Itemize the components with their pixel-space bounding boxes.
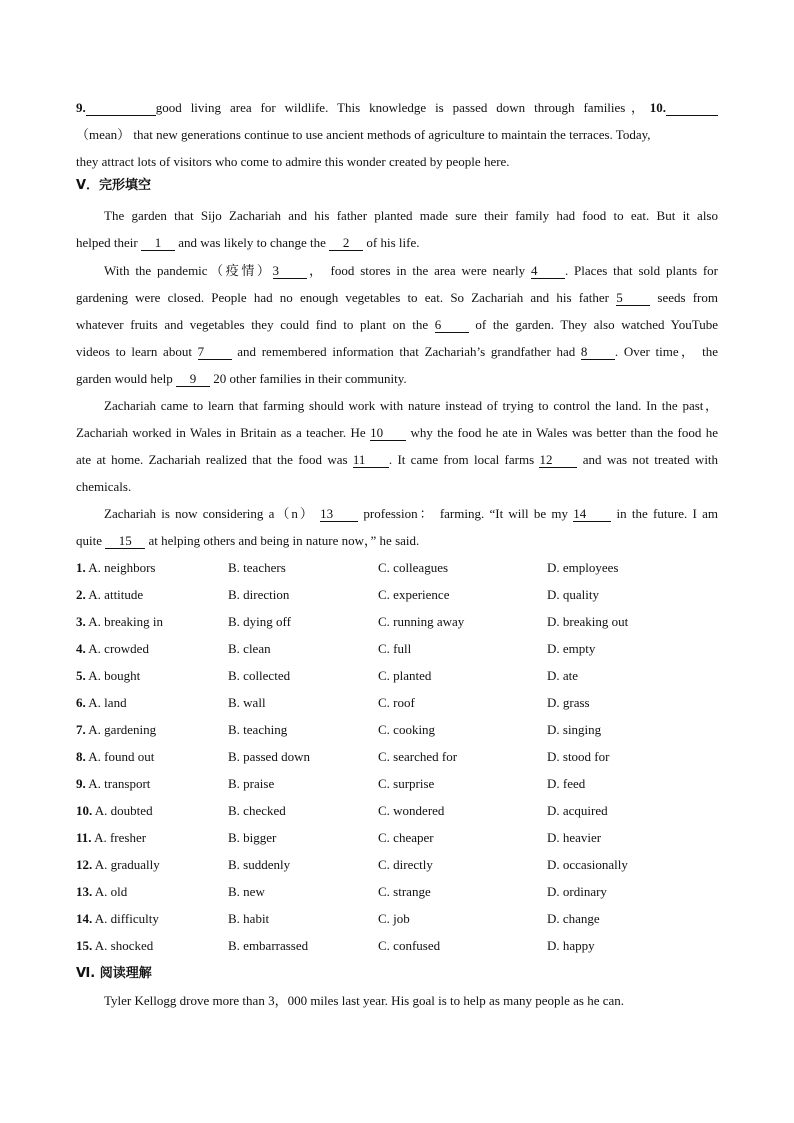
option-c[interactable]: C. experience <box>378 587 450 602</box>
answer-blank[interactable] <box>666 101 718 116</box>
option-b[interactable]: B. dying off <box>228 614 291 629</box>
question-number: 10. <box>76 803 93 818</box>
passage-line: whatever fruits and vegetables they could find to plant on the 6 of the garden. They also watched YouTube <box>76 317 719 332</box>
option-d[interactable]: D. singing <box>547 722 602 737</box>
option-c[interactable]: C. running away <box>378 614 465 629</box>
option-row <box>76 884 718 900</box>
question-number: 13. <box>76 884 93 899</box>
option-c[interactable]: C. surprise <box>378 776 435 791</box>
option-d[interactable]: D. acquired <box>547 803 608 818</box>
question-number: 11. <box>76 830 92 845</box>
passage-line: The garden that Sijo Zachariah and his father planted made sure their family had food to eat. But it also <box>104 208 718 223</box>
cloze-blank[interactable]: 1 <box>141 236 175 251</box>
option-a[interactable]: 10. A. doubted <box>76 803 153 818</box>
passage-line: （mean） that new generations continue to use ancient methods of agriculture to maintain the terraces. Today, <box>76 127 651 142</box>
question-number: 1. <box>76 560 86 575</box>
option-c[interactable]: C. planted <box>378 668 432 683</box>
option-b[interactable]: B. checked <box>228 803 286 818</box>
question-number: 15. <box>76 938 93 953</box>
option-d[interactable]: D. heavier <box>547 830 602 845</box>
option-a[interactable]: 15. A. shocked <box>76 938 154 953</box>
question-number: 4. <box>76 641 86 656</box>
section-heading: Ⅵ. 阅读理解 <box>76 966 152 981</box>
option-row <box>76 776 718 792</box>
option-a[interactable]: 5. A. bought <box>76 668 141 683</box>
question-number: 12. <box>76 857 93 872</box>
option-row <box>76 857 718 873</box>
option-c[interactable]: C. searched for <box>378 749 458 764</box>
option-b[interactable]: B. suddenly <box>228 857 291 872</box>
question-number: 6. <box>76 695 86 710</box>
option-d[interactable]: D. employees <box>547 560 619 575</box>
option-d[interactable]: D. ordinary <box>547 884 607 899</box>
option-row <box>76 722 718 738</box>
option-row <box>76 830 718 846</box>
cloze-blank[interactable]: 6 <box>435 318 469 333</box>
passage-line: ate at home. Zachariah realized that the food was 11 . It came from local farms 12 and was not treated with <box>76 452 719 467</box>
option-a[interactable]: 2. A. attitude <box>76 587 144 602</box>
option-c[interactable]: C. roof <box>378 695 415 710</box>
option-c[interactable]: C. cheaper <box>378 830 434 845</box>
option-b[interactable]: B. teachers <box>228 560 286 575</box>
question-number: 3. <box>76 614 86 629</box>
cloze-blank[interactable]: 11 <box>353 453 389 468</box>
option-c[interactable]: C. cooking <box>378 722 436 737</box>
option-a[interactable]: 4. A. crowded <box>76 641 149 656</box>
option-d[interactable]: D. happy <box>547 938 595 953</box>
passage-line: videos to learn about 7 and remembered information that Zachariah’s grandfather had 8 . Over time， the <box>76 344 718 359</box>
option-b[interactable]: B. new <box>228 884 265 899</box>
option-b[interactable]: B. embarrassed <box>228 938 309 953</box>
option-d[interactable]: D. breaking out <box>547 614 629 629</box>
cloze-blank[interactable]: 5 <box>616 291 650 306</box>
option-row <box>76 749 718 765</box>
option-b[interactable]: B. wall <box>228 695 266 710</box>
option-c[interactable]: C. strange <box>378 884 431 899</box>
cloze-blank[interactable]: 2 <box>329 236 363 251</box>
option-c[interactable]: C. directly <box>378 857 433 872</box>
option-b[interactable]: B. collected <box>228 668 291 683</box>
option-row <box>76 641 718 657</box>
option-c[interactable]: C. confused <box>378 938 441 953</box>
passage-line: 9. good living area for wildlife. This knowledge is passed down through families，10. <box>76 100 718 116</box>
question-number: 5. <box>76 668 86 683</box>
question-number: 8. <box>76 749 86 764</box>
option-row <box>76 803 718 819</box>
option-d[interactable]: D. quality <box>547 587 599 602</box>
option-a[interactable]: 3. A. breaking in <box>76 614 164 629</box>
passage-line: Zachariah is now considering a（n） 13 profession： farming. “It will be my 14 in the future. I am <box>104 506 719 521</box>
option-d[interactable]: D. stood for <box>547 749 610 764</box>
passage-line: Zachariah came to learn that farming should work with nature instead of trying to control the land. In the past， <box>104 398 718 413</box>
passage-line: helped their 1 and was likely to change the 2 of his life. <box>76 235 420 250</box>
option-a[interactable]: 9. A. transport <box>76 776 151 791</box>
question-number: 9. <box>76 776 86 791</box>
cloze-blank[interactable]: 8 <box>581 345 615 360</box>
option-a[interactable]: 12. A. gradually <box>76 857 160 872</box>
cloze-blank[interactable]: 14 <box>573 507 611 522</box>
option-row <box>76 668 718 684</box>
option-row <box>76 560 718 576</box>
option-b[interactable]: B. bigger <box>228 830 277 845</box>
passage-line: garden would help 9 20 other families in their community. <box>76 371 407 386</box>
passage-line: Tyler Kellogg drove more than 3，000 miles last year. His goal is to help as many people as he can. <box>104 993 625 1008</box>
option-a[interactable]: 8. A. found out <box>76 749 155 764</box>
option-b[interactable]: B. clean <box>228 641 271 656</box>
option-row <box>76 911 718 927</box>
option-d[interactable]: D. empty <box>547 641 596 656</box>
option-a[interactable]: 14. A. difficulty <box>76 911 159 926</box>
cloze-blank[interactable]: 7 <box>198 345 232 360</box>
option-b[interactable]: B. passed down <box>228 749 310 764</box>
option-d[interactable]: D. feed <box>547 776 586 791</box>
passage-line: gardening were closed. People had no enough vegetables to eat. So Zachariah and his father 5 seeds from <box>76 290 719 305</box>
option-a[interactable]: 1. A. neighbors <box>76 560 156 575</box>
option-c[interactable]: C. job <box>378 911 410 926</box>
passage-line: With the pandemic（疫情）3 ， food stores in the area were nearly 4 . Places that sold plants for <box>104 263 719 278</box>
option-d[interactable]: D. grass <box>547 695 590 710</box>
option-a[interactable]: 7. A. gardening <box>76 722 157 737</box>
cloze-blank[interactable]: 13 <box>320 507 358 522</box>
question-number: 10. <box>649 100 666 115</box>
cloze-blank[interactable]: 12 <box>539 453 577 468</box>
cloze-blank[interactable]: 4 <box>531 264 565 279</box>
option-row <box>76 587 718 603</box>
question-number: 9. <box>76 100 86 115</box>
answer-blank[interactable] <box>86 101 156 116</box>
option-a[interactable]: 6. A. land <box>76 695 127 710</box>
option-c[interactable]: C. colleagues <box>378 560 449 575</box>
option-b[interactable]: B. praise <box>228 776 275 791</box>
passage-line: they attract lots of visitors who come to admire this wonder created by people here. <box>76 154 510 169</box>
cloze-blank[interactable]: 15 <box>105 534 145 549</box>
option-b[interactable]: B. teaching <box>228 722 288 737</box>
section-heading: V．完形填空 <box>76 178 152 193</box>
question-number: 2. <box>76 587 86 602</box>
option-c[interactable]: C. wondered <box>378 803 445 818</box>
passage-line: quite 15 at helping others and being in nature now，” he said. <box>76 533 420 548</box>
question-number: 7. <box>76 722 86 737</box>
option-b[interactable]: B. direction <box>228 587 290 602</box>
passage-line: chemicals. <box>76 479 132 494</box>
cloze-blank[interactable]: 10 <box>370 426 406 441</box>
option-c[interactable]: C. full <box>378 641 412 656</box>
option-b[interactable]: B. habit <box>228 911 270 926</box>
option-a[interactable]: 13. A. old <box>76 884 128 899</box>
question-number: 14. <box>76 911 93 926</box>
cloze-blank[interactable]: 9 <box>176 372 210 387</box>
passage-line: Zachariah worked in Wales in Britain as a teacher. He 10 why the food he ate in Wales was better than the food he <box>76 425 719 440</box>
option-d[interactable]: D. change <box>547 911 600 926</box>
option-row <box>76 695 718 711</box>
option-d[interactable]: D. ate <box>547 668 579 683</box>
option-d[interactable]: D. occasionally <box>547 857 628 872</box>
option-row <box>76 614 718 630</box>
cloze-blank[interactable]: 3 <box>273 264 307 279</box>
option-a[interactable]: 11. A. fresher <box>76 830 147 845</box>
option-row <box>76 938 718 954</box>
